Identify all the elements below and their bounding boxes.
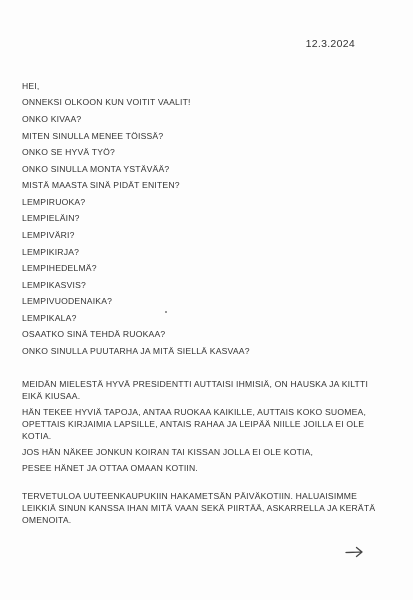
paragraph-line: KOTIA. xyxy=(22,431,52,441)
paragraph-line: TERVETULOA UUTEENKAUPUKIIN HAKAMETSÄN PÄIVÄKOTIIN. HALUAISIMME xyxy=(22,491,358,501)
paragraph-line: OMENOITA. xyxy=(22,515,72,525)
question-line: OSAATKO SINÄ TEHDÄ RUOKAA? xyxy=(22,329,166,339)
question-line: ONKO KIVAA? xyxy=(22,114,82,124)
question-line: MISTÄ MAASTA SINÄ PIDÄT ENITEN? xyxy=(22,180,180,190)
paper-speck xyxy=(165,311,167,313)
question-line: LEMPIKASVIS? xyxy=(22,280,87,290)
question-line: ONKO SINULLA PUUTARHA JA MITÄ SIELLÄ KASVAA? xyxy=(22,346,250,356)
paragraph-line: JOS HÄN NÄKEE JONKUN KOIRAN TAI KISSAN JOLLA EI OLE KOTIA, xyxy=(22,447,314,457)
question-line: MITEN SINULLA MENEE TÖISSÄ? xyxy=(22,131,164,141)
letter-line: ONNEKSI OLKOON KUN VOITIT VAALIT! xyxy=(22,97,191,107)
letter-date: 12.3.2024 xyxy=(305,38,355,50)
paragraph-line: EIKÄ KIUSAA. xyxy=(22,391,81,401)
question-line: LEMPIVUODENAIKA? xyxy=(22,296,113,306)
paragraph-line: PESEE HÄNET JA OTTAA OMAAN KOTIIN. xyxy=(22,463,199,473)
paragraph-line: OPETTAIS KIRJAIMIA LAPSILLE, ANTAIS RAHAA JA LEIPÄÄ NIILLE JOILLA EI OLE xyxy=(22,419,365,429)
question-line: ONKO SINULLA MONTA YSTÄVÄÄ? xyxy=(22,164,170,174)
greeting: HEI, xyxy=(22,81,40,91)
question-line: LEMPIKALA? xyxy=(22,313,77,323)
question-line: LEMPIKIRJA? xyxy=(22,247,80,257)
question-line: LEMPIHEDELMÄ? xyxy=(22,263,97,273)
question-line: ONKO SE HYVÄ TYÖ? xyxy=(22,147,116,157)
question-line: LEMPIELÄIN? xyxy=(22,213,80,223)
question-line: LEMPIVÄRI? xyxy=(22,230,75,240)
paragraph-line: HÄN TEKEE HYVIÄ TAPOJA, ANTAA RUOKAA KAIKILLE, AUTTAIS KOKO SUOMEA, xyxy=(22,407,367,417)
question-line: LEMPIRUOKA? xyxy=(22,197,86,207)
arrow-right-icon xyxy=(344,545,364,559)
paragraph-line: LEIKKIÄ SINUN KANSSA IHAN MITÄ VAAN SEKÄ PIIRTÄÄ, ASKARRELLA JA KERÄTÄ xyxy=(22,503,376,513)
paragraph-line: MEIDÄN MIELESTÄ HYVÄ PRESIDENTTI AUTTAISI IHMISIÄ, ON HAUSKA JA KILTTI xyxy=(22,379,369,389)
